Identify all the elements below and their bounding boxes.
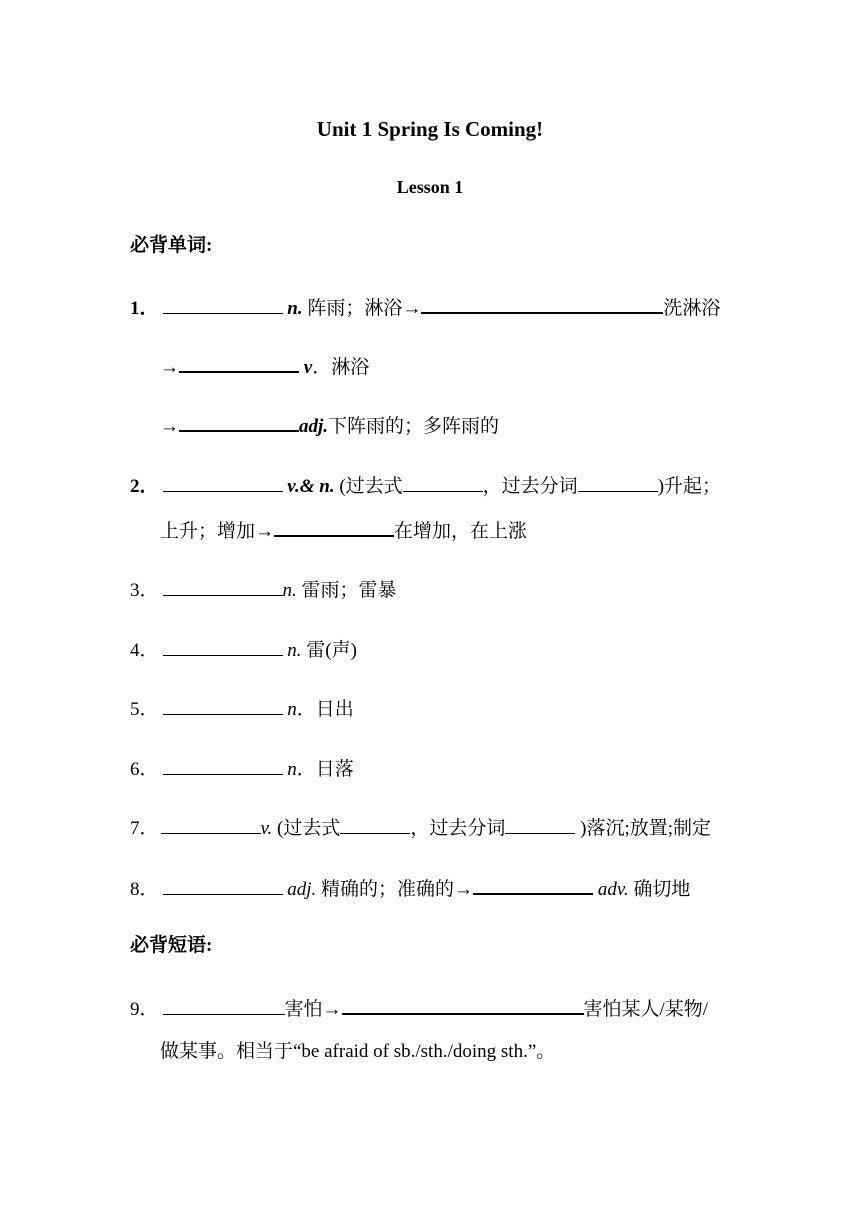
part-of-speech: v. [260,818,273,839]
item-8 [130,877,690,899]
item-5 [130,698,354,719]
answer-blank[interactable] [163,475,283,492]
past-tense-label: (过去式 [339,476,403,497]
answer-blank[interactable] [578,475,658,492]
item-7 [130,817,711,838]
part-of-speech: v [303,357,313,378]
item-number: 8． [130,879,159,900]
item-number: 3． [130,580,159,601]
answer-blank[interactable] [179,414,299,432]
meaning-tail: 洗淋浴 [663,298,721,319]
meaning: 做某事。相当于“be afraid of sb./sth./doing sth.”。 [160,1041,556,1062]
lesson-title: Lesson 1 [396,177,464,197]
part-of-speech: v.& n. [287,476,335,497]
meaning: 精确的；准确的→ [321,879,474,900]
answer-blank[interactable] [473,877,593,895]
item-9 [130,997,708,1019]
answer-blank[interactable] [163,698,283,715]
item-number: 5． [130,699,159,720]
answer-blank[interactable] [179,355,299,373]
meaning: )升起； [657,476,722,497]
meaning: ．淋浴 [312,357,370,378]
meaning: 阵雨；淋浴→ [307,298,422,319]
meaning: 上升；增加→ [160,521,275,542]
item-1-adj [160,414,499,436]
item-2-cont [160,519,527,541]
meaning: 下阵雨的；多阵雨的 [328,416,500,437]
meaning: 害怕→ [284,999,342,1020]
answer-blank[interactable] [340,817,410,834]
answer-blank[interactable] [163,639,283,656]
part-of-speech: adv. [597,879,629,900]
part-of-speech: n [287,699,297,720]
answer-blank[interactable] [342,997,584,1015]
part-of-speech: adj. [299,416,329,437]
answer-blank[interactable] [163,998,285,1015]
part-of-speech: n. [282,580,297,601]
answer-blank[interactable] [163,297,283,314]
arrow: → [160,357,179,378]
item-number: 4． [130,640,159,661]
item-2 [130,475,721,496]
item-number: 7． [130,818,159,839]
answer-blank[interactable] [421,296,663,314]
answer-blank[interactable] [163,758,283,775]
meaning: 雷(声) [306,640,357,661]
item-6 [130,758,354,779]
item-number: 9． [130,999,159,1020]
answer-blank[interactable] [163,878,283,895]
meaning-tail: 在增加，在上涨 [394,521,528,542]
answer-blank[interactable] [163,579,283,596]
part-of-speech: n [287,759,297,780]
page-title: Unit 1 Spring Is Coming! [316,117,544,141]
part-of-speech: n. [287,640,302,661]
answer-blank[interactable] [505,817,575,834]
phrases-heading: 必背短语: [130,935,213,956]
meaning: ．日出 [296,699,354,720]
item-1 [130,296,720,318]
past-participle-label: ，过去分词 [410,818,506,839]
item-number: 2． [130,476,159,497]
part-of-speech: adj. [287,879,317,900]
meaning: )落沉;放置;制定 [580,818,712,839]
answer-blank[interactable] [403,475,483,492]
item-number: 1． [130,298,159,319]
meaning-tail: 确切地 [633,879,691,900]
item-number: 6． [130,759,159,780]
arrow: → [160,416,179,437]
words-heading: 必背单词: [130,235,213,256]
past-tense-label: (过去式 [277,818,341,839]
part-of-speech: n. [287,298,303,319]
answer-blank[interactable] [274,519,394,537]
item-4 [130,639,357,660]
past-participle-label: ，过去分词 [482,476,578,497]
item-1-verb [160,355,369,377]
item-3 [130,579,397,600]
meaning-tail: 害怕某人/某物/ [583,999,709,1020]
meaning: 雷雨；雷暴 [301,580,397,601]
answer-blank[interactable] [161,817,261,834]
item-9-cont [160,1042,555,1061]
meaning: ．日落 [296,759,354,780]
